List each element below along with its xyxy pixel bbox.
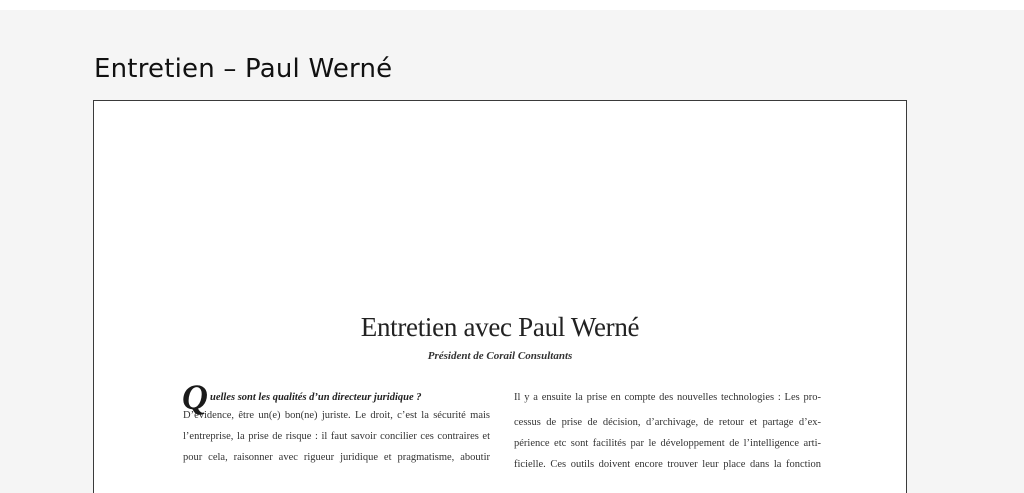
drop-cap: Q: [182, 377, 208, 417]
left-column: [182, 377, 490, 473]
page-title: Entretien – Paul Werné: [94, 54, 393, 84]
right-column: [514, 385, 821, 480]
paragraph-line: périence etc sont facilités par le développement de l’intelligence arti-: [514, 438, 821, 449]
document-viewer[interactable]: [93, 100, 907, 493]
paragraph-line: pour cela, raisonner avec rigueur juridique et pragmatisme, aboutir: [183, 452, 490, 463]
paragraph-line: ficielle. Ces outils doivent encore trouver leur place dans la fonction: [514, 459, 821, 470]
paragraph-line: cessus de prise de décision, d’archivage, de retour et partage d’ex-: [514, 417, 821, 428]
top-band: [0, 0, 1024, 10]
document-heading: Entretien avec Paul Werné: [360, 312, 640, 342]
question-text: uelles sont les qualités d’un directeur juridique ?: [210, 392, 422, 403]
paragraph-line: l’entreprise, la prise de risque : il faut savoir concilier ces contraires et: [183, 431, 490, 442]
paragraph-line: Il y a ensuite la prise en compte des nouvelles technologies : Les pro-: [514, 392, 821, 403]
document-subheading: Président de Corail Consultants: [427, 350, 573, 362]
paragraph-line: D’évidence, être un(e) bon(ne) juriste. Le droit, c’est la sécurité mais: [183, 410, 490, 421]
